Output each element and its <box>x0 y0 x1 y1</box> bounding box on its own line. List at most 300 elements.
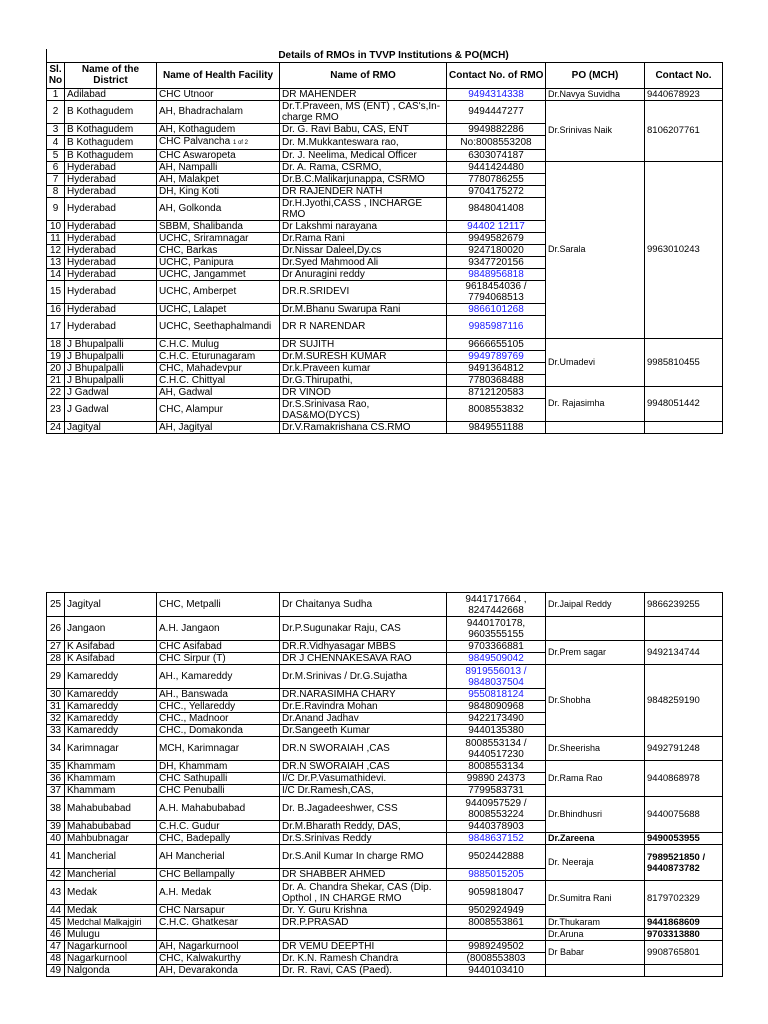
district-cell: K Asifabad <box>65 653 157 665</box>
rmo-contact-cell: 9247180020 <box>447 244 546 256</box>
table-row <box>47 665 723 689</box>
header-contact: Contact No. <box>645 62 723 88</box>
rmo-contact-cell: 9989249502 <box>447 941 546 953</box>
sl-no-cell: 19 <box>47 350 65 362</box>
rmo-contact-cell: 9949882286 <box>447 123 546 135</box>
po-contact-cell: 9492791248 <box>645 737 723 761</box>
rmo-cell: Dr Lakshmi narayana <box>280 220 447 232</box>
po-contact-cell: 9440868978 <box>645 761 723 797</box>
district-cell: J Bhupalpalli <box>65 362 157 374</box>
rmo-cell: Dr.Nissar Daleel,Dy.cs <box>280 244 447 256</box>
rmo-cell: DR.R.Vidhyasagar MBBS <box>280 641 447 653</box>
district-cell: Nagarkurnool <box>65 941 157 953</box>
facility-cell: AH, Gadwal <box>157 386 280 398</box>
facility-cell: AH, Devarakonda <box>157 965 280 977</box>
facility-cell: A.H. Medak <box>157 881 280 905</box>
sl-no-cell: 35 <box>47 761 65 773</box>
district-cell: Karimnagar <box>65 737 157 761</box>
facility-cell: AH, Golkonda <box>157 197 280 220</box>
rmo-contact-cell: 9440957529 / 8008553224 <box>447 797 546 821</box>
rmo-cell: DR R NARENDAR <box>280 315 447 338</box>
facility-cell: C.H.C. Mulug <box>157 338 280 350</box>
rmo-cell: Dr Chaitanya Sudha <box>280 593 447 617</box>
sl-no-cell: 41 <box>47 845 65 869</box>
rmo-cell: Dr.Rama Rani <box>280 232 447 244</box>
rmo-contact-cell: 9422173490 <box>447 713 546 725</box>
sl-no-cell: 33 <box>47 725 65 737</box>
rmo-contact-cell: 9866101268 <box>447 303 546 315</box>
rmo-cell: Dr.E.Ravindra Mohan <box>280 701 447 713</box>
rmo-cell: Dr.B.C.Malikarjunappa, CSRMO <box>280 173 447 185</box>
po-cell: Dr.Srinivas Naik <box>546 100 645 161</box>
rmo-cell: DR RAJENDER NATH <box>280 185 447 197</box>
table-row <box>47 941 723 953</box>
district-cell: Nalgonda <box>65 965 157 977</box>
sl-no-cell: 36 <box>47 773 65 785</box>
district-cell: Hyderabad <box>65 280 157 303</box>
rmo-contact-cell: 9441424480 <box>447 161 546 173</box>
sl-no-cell: 32 <box>47 713 65 725</box>
facility-cell: CHC Sirpur (T) <box>157 653 280 665</box>
po-cell <box>546 421 645 433</box>
sl-no-cell: 9 <box>47 197 65 220</box>
district-cell: Hyderabad <box>65 303 157 315</box>
facility-cell: UCHC, Lalapet <box>157 303 280 315</box>
rmo-cell: Dr.P.Sugunakar Raju, CAS <box>280 617 447 641</box>
rmo-contact-cell: 7780368488 <box>447 374 546 386</box>
rmo-contact-cell: 9494447277 <box>447 100 546 123</box>
rmo-contact-cell: 6303074187 <box>447 149 546 161</box>
facility-cell: UCHC, Seethaphalmandi <box>157 315 280 338</box>
rmo-contact-cell: 9848041408 <box>447 197 546 220</box>
po-contact-cell <box>645 617 723 641</box>
rmo-cell: DR J CHENNAKESAVA RAO <box>280 653 447 665</box>
sl-no-cell: 7 <box>47 173 65 185</box>
rmo-contact-cell: 9849551188 <box>447 421 546 433</box>
table-row <box>47 593 723 617</box>
po-cell <box>546 617 645 641</box>
facility-cell: AH., Kamareddy <box>157 665 280 689</box>
sl-no-cell: 11 <box>47 232 65 244</box>
rmo-cell: Dr.M.Srinivas / Dr.G.Sujatha <box>280 665 447 689</box>
district-cell: Hyderabad <box>65 220 157 232</box>
table-row <box>47 797 723 821</box>
rmo-cell: DR.R.SRIDEVI <box>280 280 447 303</box>
sl-no-cell: 48 <box>47 953 65 965</box>
sl-no-cell: 27 <box>47 641 65 653</box>
po-contact-cell: 7989521850 / 9440873782 <box>645 845 723 881</box>
sl-no-cell: 37 <box>47 785 65 797</box>
rmo-contact-cell: 8008553832 <box>447 398 546 421</box>
facility-cell: CHC Asifabad <box>157 641 280 653</box>
facility-cell: AH, Malakpet <box>157 173 280 185</box>
district-cell: Khammam <box>65 785 157 797</box>
rmo-contact-cell: 9059818047 <box>447 881 546 905</box>
po-cell: Dr.Rama Rao <box>546 761 645 797</box>
district-cell: B Kothagudem <box>65 135 157 149</box>
district-cell: Kamareddy <box>65 689 157 701</box>
district-cell: Nagarkurnool <box>65 953 157 965</box>
sl-no-cell: 47 <box>47 941 65 953</box>
facility-cell: AH, Nagarkurnool <box>157 941 280 953</box>
sl-no-cell: 5 <box>47 149 65 161</box>
document-title: Details of RMOs in TVVP Institutions & PO(MCH) <box>65 49 723 62</box>
rmo-cell: DR SUJITH <box>280 338 447 350</box>
rmo-cell: DR.N SWORAIAH ,CAS <box>280 761 447 773</box>
facility-cell: CHC, Badepally <box>157 833 280 845</box>
facility-cell: CHC Narsapur <box>157 905 280 917</box>
facility-cell <box>157 135 280 149</box>
rmo-contact-cell: 9502442888 <box>447 845 546 869</box>
rmo-contact-cell: 8008553134 / 9440517230 <box>447 737 546 761</box>
table-row <box>47 641 723 653</box>
sl-no-cell: 10 <box>47 220 65 232</box>
rmo-cell: DR VINOD <box>280 386 447 398</box>
table-row <box>47 965 723 977</box>
sl-no-cell: 22 <box>47 386 65 398</box>
table-row <box>47 929 723 941</box>
table-row <box>47 833 723 845</box>
rmo-cell: DR SHABBER AHMED <box>280 869 447 881</box>
rmo-cell: Dr Anuragini reddy <box>280 268 447 280</box>
po-contact-cell: 9985810455 <box>645 338 723 386</box>
table-row <box>47 881 723 905</box>
page-note: 1 of 2 <box>232 139 248 146</box>
sl-no-cell: 6 <box>47 161 65 173</box>
sl-no-cell: 18 <box>47 338 65 350</box>
rmo-cell <box>280 929 447 941</box>
district-cell: Khammam <box>65 773 157 785</box>
district-cell: Mahabubabad <box>65 821 157 833</box>
district-cell: K Asifabad <box>65 641 157 653</box>
sl-no-cell: 13 <box>47 256 65 268</box>
rmo-contact-cell: 9440378903 <box>447 821 546 833</box>
sl-no-cell: 31 <box>47 701 65 713</box>
rmo-contact-cell: 9848956818 <box>447 268 546 280</box>
po-cell: Dr.Bhindhusri <box>546 797 645 833</box>
facility-cell: CHC., Madnoor <box>157 713 280 725</box>
table-row <box>47 761 723 773</box>
rmo-contact-cell: 94402 12117 <box>447 220 546 232</box>
facility-cell: A.H. Jangaon <box>157 617 280 641</box>
header-po-mch: PO (MCH) <box>546 62 645 88</box>
district-cell: B Kothagudem <box>65 149 157 161</box>
rmo-cell: DR MAHENDER <box>280 88 447 100</box>
sl-no-cell: 8 <box>47 185 65 197</box>
rmo-cell: Dr.Syed Mahmood Ali <box>280 256 447 268</box>
rmo-cell: Dr. J. Neelima, Medical Officer <box>280 149 447 161</box>
facility-cell: CHC Aswaropeta <box>157 149 280 161</box>
facility-cell: CHC, Alampur <box>157 398 280 421</box>
sl-no-cell: 20 <box>47 362 65 374</box>
po-contact-cell: 9963010243 <box>645 161 723 338</box>
district-cell: Kamareddy <box>65 713 157 725</box>
po-contact-cell: 9848259190 <box>645 665 723 737</box>
district-cell: B Kothagudem <box>65 123 157 135</box>
po-cell: Dr. Neeraja <box>546 845 645 881</box>
rmo-cell: Dr.S.Srinivasa Rao, DAS&MO(DYCS) <box>280 398 447 421</box>
sl-no-cell: 2 <box>47 100 65 123</box>
po-contact-cell: 9490053955 <box>645 833 723 845</box>
sl-no-cell: 45 <box>47 917 65 929</box>
rmo-cell: DR.N SWORAIAH ,CAS <box>280 737 447 761</box>
po-cell: Dr.Jaipal Reddy <box>546 593 645 617</box>
rmo-table-part-1 <box>46 49 723 434</box>
district-cell: Hyderabad <box>65 232 157 244</box>
sl-no-cell: 3 <box>47 123 65 135</box>
rmo-cell: Dr.M.Bharath Reddy, DAS, <box>280 821 447 833</box>
table-row <box>47 161 723 173</box>
sl-no-cell: 26 <box>47 617 65 641</box>
rmo-cell: Dr.V.Ramakrishana CS.RMO <box>280 421 447 433</box>
rmo-contact-cell: 9985987116 <box>447 315 546 338</box>
po-contact-cell: 9908765801 <box>645 941 723 965</box>
facility-cell: CHC Sathupalli <box>157 773 280 785</box>
facility-cell: AH Mancherial <box>157 845 280 869</box>
rmo-cell: Dr. Y. Guru Krishna <box>280 905 447 917</box>
sl-no-cell: 24 <box>47 421 65 433</box>
rmo-contact-cell: 9440135380 <box>447 725 546 737</box>
facility-cell: A.H. Mahabubabad <box>157 797 280 821</box>
rmo-cell: DR.P.PRASAD <box>280 917 447 929</box>
rmo-cell: I/C Dr.P.Vasumathidevi. <box>280 773 447 785</box>
rmo-contact-cell: 9550818124 <box>447 689 546 701</box>
po-cell: Dr.Aruna <box>546 929 645 941</box>
sl-no-cell: 42 <box>47 869 65 881</box>
facility-cell: UCHC, Amberpet <box>157 280 280 303</box>
rmo-cell: Dr.M.SURESH KUMAR <box>280 350 447 362</box>
facility-cell: CHC., Domakonda <box>157 725 280 737</box>
rmo-cell: Dr. M.Mukkanteswara rao, <box>280 135 447 149</box>
facility-cell: DH, King Koti <box>157 185 280 197</box>
sl-no-cell: 30 <box>47 689 65 701</box>
district-cell: J Bhupalpalli <box>65 338 157 350</box>
rmo-contact-cell: 9618454036 / 7794068513 <box>447 280 546 303</box>
sl-no-cell: 28 <box>47 653 65 665</box>
rmo-contact-cell: 9848090968 <box>447 701 546 713</box>
header-sl-no: Sl. No <box>47 62 65 88</box>
sl-no-cell: 40 <box>47 833 65 845</box>
facility-cell: UCHC, Panipura <box>157 256 280 268</box>
facility-cell: MCH, Karimnagar <box>157 737 280 761</box>
rmo-cell: Dr.G.Thirupathi, <box>280 374 447 386</box>
district-cell: Hyderabad <box>65 185 157 197</box>
facility-cell: UCHC, Sriramnagar <box>157 232 280 244</box>
po-cell: Dr.Sarala <box>546 161 645 338</box>
sl-no-cell: 14 <box>47 268 65 280</box>
rmo-contact-cell: No:8008553208 <box>447 135 546 149</box>
sl-no-cell: 38 <box>47 797 65 821</box>
po-contact-cell: 9492134744 <box>645 641 723 665</box>
rmo-cell: Dr.S.Anil Kumar In charge RMO <box>280 845 447 869</box>
rmo-cell: DR VEMU DEEPTHI <box>280 941 447 953</box>
po-contact-cell <box>645 965 723 977</box>
rmo-cell: Dr. R. Ravi, CAS (Paed). <box>280 965 447 977</box>
facility-cell: CHC, Barkas <box>157 244 280 256</box>
rmo-contact-cell: 9347720156 <box>447 256 546 268</box>
district-cell: Hyderabad <box>65 161 157 173</box>
rmo-contact-cell: 9494314338 <box>447 88 546 100</box>
po-cell: Dr.Sumitra Rani <box>546 881 645 917</box>
po-contact-cell: 9441868609 <box>645 917 723 929</box>
sl-no-cell: 15 <box>47 280 65 303</box>
facility-cell: CHC., Yellareddy <box>157 701 280 713</box>
facility-cell: CHC Utnoor <box>157 88 280 100</box>
rmo-cell: Dr.k.Praveen kumar <box>280 362 447 374</box>
district-cell: Mahbubnagar <box>65 833 157 845</box>
rmo-contact-cell: 8919556013 / 9848037504 <box>447 665 546 689</box>
po-cell: Dr.Navya Suvidha <box>546 88 645 100</box>
district-cell: Medak <box>65 905 157 917</box>
district-cell: Kamareddy <box>65 665 157 689</box>
district-cell: B Kothagudem <box>65 100 157 123</box>
rmo-contact-cell: 9441717664 , 8247442668 <box>447 593 546 617</box>
rmo-cell: Dr. B.Jagadeeshwer, CSS <box>280 797 447 821</box>
district-cell: Medak <box>65 881 157 905</box>
rmo-contact-cell: 9848637152 <box>447 833 546 845</box>
district-cell: J Gadwal <box>65 386 157 398</box>
header-district: Name of the District <box>65 62 157 88</box>
po-cell: Dr.Thukaram <box>546 917 645 929</box>
rmo-contact-cell: 9666655105 <box>447 338 546 350</box>
rmo-contact-cell: 8008553134 <box>447 761 546 773</box>
table-row <box>47 421 723 433</box>
facility-cell: CHC Penuballi <box>157 785 280 797</box>
facility-cell: CHC Bellampally <box>157 869 280 881</box>
sl-no-cell: 17 <box>47 315 65 338</box>
district-cell: Hyderabad <box>65 197 157 220</box>
district-cell: Jangaon <box>65 617 157 641</box>
district-cell: Jagityal <box>65 593 157 617</box>
rmo-cell: Dr. K.N. Ramesh Chandra <box>280 953 447 965</box>
sl-no-cell: 23 <box>47 398 65 421</box>
sl-no-cell: 16 <box>47 303 65 315</box>
rmo-contact-cell: 7799583731 <box>447 785 546 797</box>
district-cell: Kamareddy <box>65 725 157 737</box>
table-row <box>47 338 723 350</box>
rmo-contact-cell: 9502924949 <box>447 905 546 917</box>
rmo-cell: Dr.T.Praveen, MS (ENT) , CAS's,In-charge RMO <box>280 100 447 123</box>
rmo-contact-cell: 9949582679 <box>447 232 546 244</box>
facility-cell: AH, Kothagudem <box>157 123 280 135</box>
rmo-cell: Dr.Sangeeth Kumar <box>280 725 447 737</box>
facility-cell: CHC, Metpalli <box>157 593 280 617</box>
po-contact-cell: 9440075688 <box>645 797 723 833</box>
district-cell: Hyderabad <box>65 244 157 256</box>
po-contact-cell: 9948051442 <box>645 386 723 421</box>
po-cell <box>546 965 645 977</box>
sl-no-cell: 1 <box>47 88 65 100</box>
district-cell: J Gadwal <box>65 398 157 421</box>
rmo-contact-cell: 9440103410 <box>447 965 546 977</box>
rmo-contact-cell: 8712120583 <box>447 386 546 398</box>
rmo-cell: Dr.S.Srinivas Reddy <box>280 833 447 845</box>
district-cell: Mulugu <box>65 929 157 941</box>
header-rmo: Name of RMO <box>280 62 447 88</box>
po-cell: Dr.Zareena <box>546 833 645 845</box>
po-cell: Dr.Umadevi <box>546 338 645 386</box>
district-cell: Jagityal <box>65 421 157 433</box>
facility-cell: CHC, Kalwakurthy <box>157 953 280 965</box>
sl-no-cell: 34 <box>47 737 65 761</box>
district-cell: Mancherial <box>65 869 157 881</box>
sl-no-cell: 29 <box>47 665 65 689</box>
facility-cell: C.H.C. Chittyal <box>157 374 280 386</box>
po-cell: Dr. Rajasimha <box>546 386 645 421</box>
district-cell: Kamareddy <box>65 701 157 713</box>
rmo-cell: Dr.Anand Jadhav <box>280 713 447 725</box>
sl-no-cell: 39 <box>47 821 65 833</box>
rmo-cell: DR.NARASIMHA CHARY <box>280 689 447 701</box>
facility-cell: AH, Jagityal <box>157 421 280 433</box>
po-contact-cell: 8179702329 <box>645 881 723 917</box>
facility-cell: C.H.C. Eturunagaram <box>157 350 280 362</box>
sl-no-cell: 49 <box>47 965 65 977</box>
district-cell: J Bhupalpalli <box>65 350 157 362</box>
facility-cell: C.H.C. Ghatkesar <box>157 917 280 929</box>
facility-cell: C.H.C. Gudur <box>157 821 280 833</box>
district-cell: Adilabad <box>65 88 157 100</box>
facility-cell: AH., Banswada <box>157 689 280 701</box>
po-cell: Dr Babar <box>546 941 645 965</box>
po-contact-cell: 9440678923 <box>645 88 723 100</box>
header-rmo-contact: Contact No. of RMO <box>447 62 546 88</box>
po-contact-cell: 8106207761 <box>645 100 723 161</box>
district-cell: Medchal Malkajgiri <box>65 917 157 929</box>
rmo-contact-cell: 99890 24373 <box>447 773 546 785</box>
rmo-cell: Dr. G. Ravi Babu, CAS, ENT <box>280 123 447 135</box>
rmo-table-part-2 <box>46 592 723 977</box>
district-cell: Mahabubabad <box>65 797 157 821</box>
district-cell: Khammam <box>65 761 157 773</box>
facility-cell: UCHC, Jangammet <box>157 268 280 280</box>
rmo-cell: Dr. A. Rama, CSRMO, <box>280 161 447 173</box>
table-row <box>47 386 723 398</box>
sl-no-cell: 44 <box>47 905 65 917</box>
rmo-contact-cell: 7780786255 <box>447 173 546 185</box>
rmo-cell: I/C Dr.Ramesh,CAS, <box>280 785 447 797</box>
rmo-contact-cell: 9703366881 <box>447 641 546 653</box>
rmo-cell: Dr. A. Chandra Shekar, CAS (Dip. Opthol , IN CHARGE RMO <box>280 881 447 905</box>
facility-cell <box>157 929 280 941</box>
table-row <box>47 917 723 929</box>
po-cell: Dr.Shobha <box>546 665 645 737</box>
table-row <box>47 737 723 761</box>
table-row <box>47 88 723 100</box>
header-facility: Name of Health Facility <box>157 62 280 88</box>
table-row <box>47 617 723 641</box>
facility-name: CHC Palvancha <box>159 135 231 147</box>
rmo-cell: Dr.M.Bhanu Swarupa Rani <box>280 303 447 315</box>
sl-no-cell: 12 <box>47 244 65 256</box>
district-cell: Hyderabad <box>65 268 157 280</box>
rmo-contact-cell: (8008553803 <box>447 953 546 965</box>
rmo-contact-cell: 8008553861 <box>447 917 546 929</box>
sl-no-cell: 4 <box>47 135 65 149</box>
sl-no-cell: 21 <box>47 374 65 386</box>
po-contact-cell: 9703313880 <box>645 929 723 941</box>
facility-cell: DH, Khammam <box>157 761 280 773</box>
facility-cell: CHC, Mahadevpur <box>157 362 280 374</box>
district-cell: Hyderabad <box>65 173 157 185</box>
rmo-contact-cell: 9849509042 <box>447 653 546 665</box>
rmo-contact-cell <box>447 929 546 941</box>
district-cell: Hyderabad <box>65 315 157 338</box>
district-cell: Hyderabad <box>65 256 157 268</box>
district-cell: Mancherial <box>65 845 157 869</box>
rmo-cell: Dr.H.Jyothi,CASS , INCHARGE RMO <box>280 197 447 220</box>
po-contact-cell: 9866239255 <box>645 593 723 617</box>
